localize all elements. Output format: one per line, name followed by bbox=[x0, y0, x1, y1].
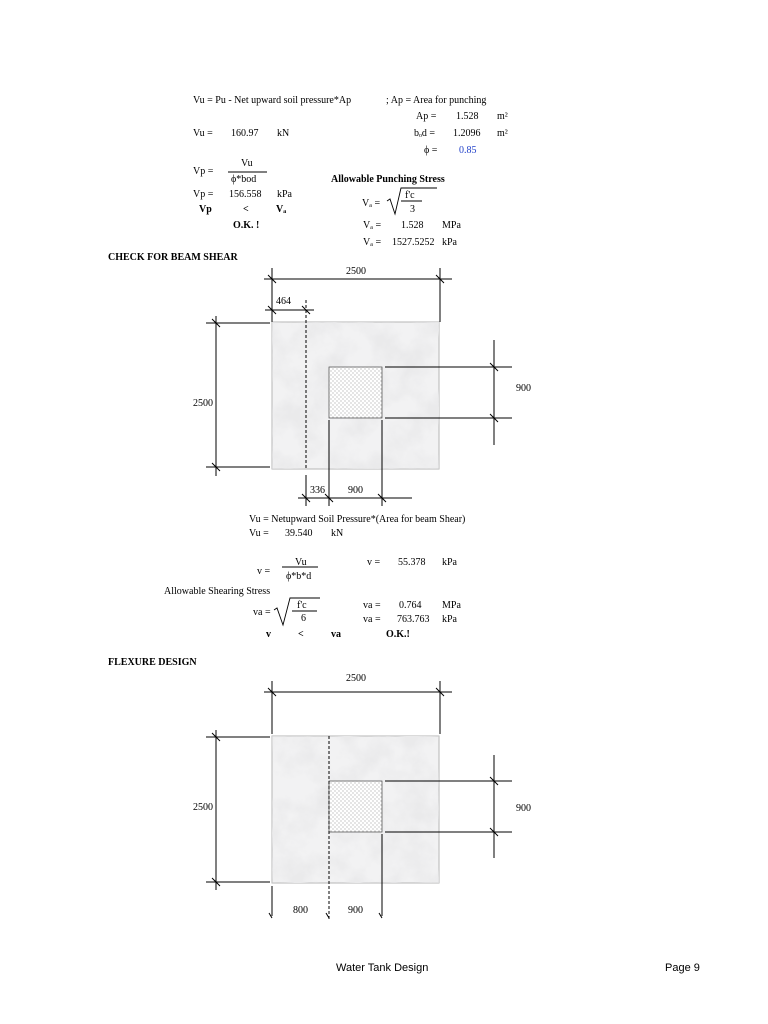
beam-compare-op: < bbox=[298, 629, 304, 640]
vu-label: Vu = bbox=[193, 128, 213, 139]
beam-va1-unit: MPa bbox=[442, 600, 461, 611]
beam-shear-heading: CHECK FOR BEAM SHEAR bbox=[108, 252, 238, 263]
beam-vu-label: Vu = bbox=[249, 528, 269, 539]
beam-shear-diagram bbox=[193, 266, 531, 506]
vp-label: Vp = bbox=[193, 166, 214, 177]
beam-v2-label: v = bbox=[367, 557, 381, 568]
beam-vu-unit: kN bbox=[331, 528, 344, 539]
beam-dim-right: 900 bbox=[516, 383, 531, 394]
beam-va2-label: va = bbox=[363, 614, 381, 625]
beam-dim-left: 2500 bbox=[193, 398, 213, 409]
beam-vu-formula: Vu = Netupward Soil Pressure*(Area for beam Shear) bbox=[249, 514, 466, 525]
punch-vu-formula: Vu = Pu - Net upward soil pressure*Ap bbox=[193, 95, 352, 106]
bod-value: 1.2096 bbox=[453, 128, 481, 139]
beam-va-den: 6 bbox=[301, 613, 306, 624]
ap-unit: m² bbox=[497, 111, 508, 122]
ap-label: Ap = bbox=[416, 111, 437, 122]
beam-compare-va: va bbox=[331, 629, 341, 640]
beam-va-label: va = bbox=[253, 607, 271, 618]
beam-va1-label: va = bbox=[363, 600, 381, 611]
flex-dim-bottom-a: 800 bbox=[293, 905, 308, 916]
page-number: Page 9 bbox=[665, 962, 700, 974]
vp2-value: 156.558 bbox=[229, 189, 262, 200]
vp-denominator: ϕ*bod bbox=[231, 174, 257, 185]
flexure-heading: FLEXURE DESIGN bbox=[108, 657, 197, 668]
beam-v-denominator: ϕ*b*d bbox=[286, 571, 312, 582]
beam-va2-value: 763.763 bbox=[397, 614, 430, 625]
bod-label: bₒd = bbox=[414, 128, 436, 139]
beam-dim-top: 2500 bbox=[346, 266, 366, 277]
beam-v-numerator: Vu bbox=[295, 557, 307, 568]
beam-va1-value: 0.764 bbox=[399, 600, 422, 611]
vp2-label: Vp = bbox=[193, 189, 214, 200]
punch-ap-note: ; Ap = Area for punching bbox=[386, 95, 487, 106]
beam-vu-value: 39.540 bbox=[285, 528, 313, 539]
va1-value: 1.528 bbox=[401, 220, 424, 231]
vu-unit: kN bbox=[277, 128, 290, 139]
ap-value: 1.528 bbox=[456, 111, 479, 122]
va2-label: Vₐ = bbox=[363, 237, 382, 248]
va2-value: 1527.5252 bbox=[392, 237, 435, 248]
beam-v-label: v = bbox=[257, 566, 271, 577]
beam-ok: O.K.! bbox=[386, 629, 410, 640]
bod-unit: m² bbox=[497, 128, 508, 139]
compare-va: Vₐ bbox=[276, 204, 287, 215]
compare-op: < bbox=[243, 204, 249, 215]
beam-v2-unit: kPa bbox=[442, 557, 457, 568]
beam-v2-value: 55.378 bbox=[398, 557, 426, 568]
beam-allow-title: Allowable Shearing Stress bbox=[164, 586, 271, 597]
flex-dim-left: 2500 bbox=[193, 802, 213, 813]
beam-dim-bottom-a: 336 bbox=[310, 485, 325, 496]
phi-value: 0.85 bbox=[459, 145, 477, 156]
beam-dim-offset: 464 bbox=[276, 296, 291, 307]
flex-dim-bottom-b: 900 bbox=[348, 905, 363, 916]
beam-va2-unit: kPa bbox=[442, 614, 457, 625]
flex-dim-top: 2500 bbox=[346, 673, 366, 684]
beam-dim-bottom-b: 900 bbox=[348, 485, 363, 496]
column-section-flexure bbox=[329, 781, 382, 832]
column-section bbox=[329, 367, 382, 418]
footer-title: Water Tank Design bbox=[336, 962, 429, 974]
flexure-diagram bbox=[193, 673, 531, 920]
va1-unit: MPa bbox=[442, 220, 461, 231]
punch-ok: O.K. ! bbox=[233, 220, 260, 231]
phi-label: ϕ = bbox=[424, 145, 438, 156]
vu-value: 160.97 bbox=[231, 128, 259, 139]
beam-va-num: f'c bbox=[297, 600, 307, 611]
va-formula-den: 3 bbox=[410, 204, 415, 215]
allowable-punching-title: Allowable Punching Stress bbox=[331, 174, 445, 185]
compare-vp: Vp bbox=[199, 204, 212, 215]
flex-dim-right: 900 bbox=[516, 803, 531, 814]
beam-compare-v: v bbox=[266, 629, 271, 640]
vp2-unit: kPa bbox=[277, 189, 292, 200]
va-formula-num: f'c bbox=[405, 190, 415, 201]
va1-label: Vₐ = bbox=[363, 220, 382, 231]
va2-unit: kPa bbox=[442, 237, 457, 248]
vp-numerator: Vu bbox=[241, 158, 253, 169]
va-formula-label: Vₐ = bbox=[362, 198, 381, 209]
